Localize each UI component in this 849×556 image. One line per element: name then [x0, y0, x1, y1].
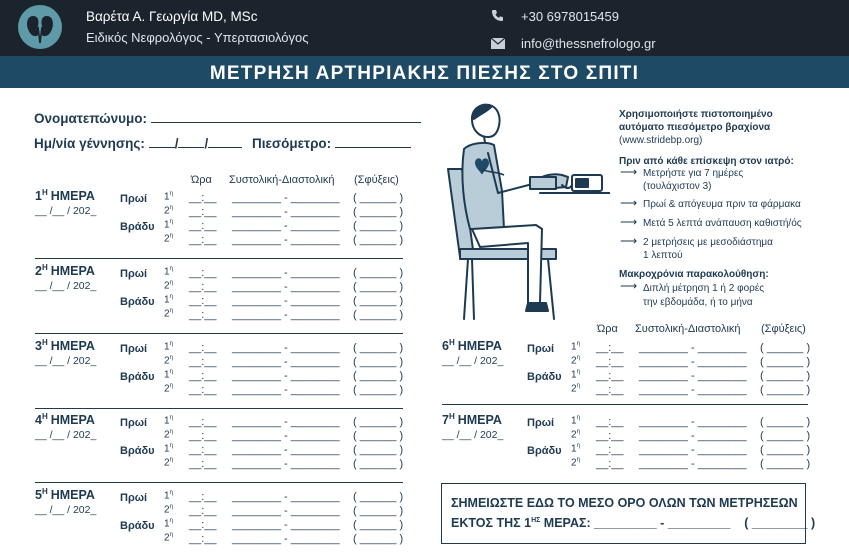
- day-word: ΗΜΕΡΑ: [457, 339, 502, 354]
- reading-number-sup: η: [169, 504, 173, 510]
- time-input[interactable]: __:__: [189, 416, 217, 428]
- time-input[interactable]: __:__: [189, 505, 217, 517]
- bp-input[interactable]: ________ - ________: [639, 356, 747, 368]
- time-input[interactable]: __:__: [189, 491, 217, 503]
- tip-one-minute: 1 λεπτού: [643, 250, 683, 261]
- tip-before-meds: Πρωί & απόγευμα πριν τα φάρμακα: [643, 199, 801, 210]
- time-input[interactable]: __:__: [596, 416, 624, 428]
- arrow-right-icon: ⟶: [620, 196, 638, 210]
- morning-label: Πρωί: [527, 417, 555, 429]
- day-date-input[interactable]: __ /__ / 202_: [35, 205, 97, 217]
- tip-7-days: Μετρήστε για 7 ημέρες: [643, 168, 744, 179]
- evening-label: Βράδυ: [120, 371, 155, 383]
- bp-input[interactable]: ________ - ________: [232, 444, 340, 456]
- bp-input[interactable]: ________ - ________: [639, 384, 747, 396]
- note-average-input[interactable]: _________ - _________ ( ________ ): [594, 516, 816, 530]
- note-line-2-start: ΕΚΤΟΣ ΤΗΣ 1: [451, 516, 532, 530]
- reading-number-digit: 2: [164, 233, 170, 245]
- pulse-input[interactable]: ( ______ ): [760, 384, 811, 396]
- reading-number-sup: η: [169, 308, 173, 314]
- day-date-input[interactable]: __ /__ / 202_: [442, 429, 504, 441]
- bp-input[interactable]: ________ - ________: [232, 206, 340, 218]
- time-input[interactable]: __:__: [596, 430, 624, 442]
- reading-number-sup: η: [576, 415, 580, 421]
- bp-input[interactable]: ________ - ________: [232, 458, 340, 470]
- bp-input[interactable]: ________ - ________: [232, 295, 340, 307]
- reading-number: [164, 369, 173, 380]
- meter-label: Πιεσόμετρο:: [252, 136, 332, 151]
- pulse-input[interactable]: ( ______ ): [353, 267, 404, 279]
- time-input[interactable]: __:__: [189, 309, 217, 321]
- reading-number-sup: η: [169, 532, 173, 538]
- day-heading-3: [35, 338, 95, 353]
- reading-number: [164, 504, 173, 515]
- day-word: ΗΜΕΡΑ: [50, 413, 95, 428]
- reading-number-digit: 1: [164, 266, 170, 278]
- dob-month-line[interactable]: [178, 134, 204, 148]
- evening-label: Βράδυ: [527, 371, 562, 383]
- bp-input[interactable]: ________ - ________: [232, 430, 340, 442]
- day-number: 1: [35, 189, 42, 204]
- time-input[interactable]: __:__: [596, 444, 624, 456]
- evening-label: Βράδυ: [120, 520, 155, 532]
- before-visit-title: Πριν από κάθε επίσκεψη στον ιατρό:: [619, 156, 794, 167]
- reading-number: [571, 415, 580, 426]
- evening-label: Βράδυ: [527, 445, 562, 457]
- day-date-input[interactable]: __ /__ / 202_: [35, 280, 97, 292]
- reading-number: [164, 233, 173, 244]
- day-word: ΗΜΕΡΑ: [50, 339, 95, 354]
- note-line-1: ΣΗΜΕΙΩΣΤΕ ΕΔΩ ΤΟ ΜΕΣΟ ΟΡΟ ΟΛΩΝ ΤΩΝ ΜΕΤΡΗΣΕΩΝ: [451, 496, 798, 510]
- reading-number-digit: 2: [164, 280, 170, 292]
- reading-number-sup: η: [576, 355, 580, 361]
- time-input[interactable]: __:__: [189, 458, 217, 470]
- time-input[interactable]: __:__: [596, 356, 624, 368]
- day-heading-7: [442, 412, 502, 427]
- bp-input[interactable]: ________ - ________: [232, 505, 340, 517]
- morning-label: Πρωί: [120, 268, 148, 280]
- kidney-logo-icon: [18, 5, 62, 49]
- time-input[interactable]: __:__: [189, 192, 217, 204]
- evening-label: Βράδυ: [120, 221, 155, 233]
- reading-number: [164, 415, 173, 426]
- reading-number-sup: η: [169, 443, 173, 449]
- pulse-input[interactable]: ( ______ ): [353, 416, 404, 428]
- bp-input[interactable]: ________ - ________: [639, 430, 747, 442]
- reading-number: [164, 294, 173, 305]
- info-link-stridebp[interactable]: (www.stridebp.org): [619, 135, 703, 146]
- envelope-icon: [491, 36, 505, 54]
- pulse-input[interactable]: ( ______ ): [353, 444, 404, 456]
- reading-number-digit: 1: [571, 415, 577, 427]
- bp-input[interactable]: ________ - ________: [639, 342, 747, 354]
- pulse-input[interactable]: ( ______ ): [353, 342, 404, 354]
- tip-weekly-monthly: την εβδομάδα, ή το μήνα: [643, 297, 753, 308]
- day-date-input[interactable]: __ /__ / 202_: [35, 504, 97, 516]
- bp-input[interactable]: ________ - ________: [232, 370, 340, 382]
- reading-number-sup: η: [169, 429, 173, 435]
- time-input[interactable]: __:__: [189, 342, 217, 354]
- reading-number-digit: 2: [164, 429, 170, 441]
- email-link[interactable]: info@thessnefrologo.gr: [521, 36, 656, 51]
- reading-number-sup: η: [169, 457, 173, 463]
- time-input[interactable]: __:__: [189, 533, 217, 545]
- reading-number: [164, 219, 173, 230]
- reading-number: [164, 429, 173, 440]
- reading-number-digit: 2: [164, 355, 170, 367]
- reading-number: [164, 518, 173, 529]
- bp-input[interactable]: ________ - ________: [232, 309, 340, 321]
- day-number: 3: [35, 339, 42, 354]
- tip-two-readings: 2 μετρήσεις με μεσοδιάστημα: [643, 237, 773, 248]
- reading-number: [164, 532, 173, 543]
- reading-number-digit: 2: [164, 457, 170, 469]
- pulse-input[interactable]: ( ______ ): [353, 206, 404, 218]
- reading-number-digit: 1: [164, 490, 170, 502]
- reading-number: [571, 443, 580, 454]
- reading-number: [164, 383, 173, 394]
- day-date-input[interactable]: __ /__ / 202_: [35, 355, 97, 367]
- day-date-input[interactable]: __ /__ / 202_: [442, 355, 504, 367]
- day-separator: [35, 333, 403, 334]
- tip-min-3: (τουλάχιστον 3): [643, 181, 712, 192]
- bp-input[interactable]: ________ - ________: [639, 370, 747, 382]
- reading-number: [164, 266, 173, 277]
- time-input[interactable]: __:__: [596, 342, 624, 354]
- reading-number: [571, 457, 580, 468]
- time-input[interactable]: __:__: [189, 234, 217, 246]
- reading-number-sup: η: [169, 219, 173, 225]
- reading-number-sup: η: [169, 294, 173, 300]
- day-number: 7: [442, 413, 449, 428]
- day-word: ΗΜΕΡΑ: [50, 264, 95, 279]
- time-input[interactable]: __:__: [189, 220, 217, 232]
- reading-number-sup: η: [169, 341, 173, 347]
- dob-year-line[interactable]: [208, 134, 242, 148]
- morning-label: Πρωί: [120, 193, 148, 205]
- dob-day-line[interactable]: [149, 134, 175, 148]
- bp-input[interactable]: ________ - ________: [232, 281, 340, 293]
- seated-measurement-illustration-icon: [444, 97, 610, 326]
- reading-number: [164, 308, 173, 319]
- morning-label: Πρωί: [527, 343, 555, 355]
- info-line-2: αυτόματο πιεσόμετρο βραχίονα: [619, 122, 771, 133]
- time-input[interactable]: __:__: [189, 370, 217, 382]
- pulse-input[interactable]: ( ______ ): [353, 533, 404, 545]
- tip-rest: Μετά 5 λεπτά ανάπαυση καθιστή/ός: [643, 218, 802, 229]
- time-input[interactable]: __:__: [189, 295, 217, 307]
- pulse-input[interactable]: ( ______ ): [760, 458, 811, 470]
- reading-number-digit: 1: [164, 219, 170, 231]
- bp-input[interactable]: ________ - ________: [639, 444, 747, 456]
- col-time-header: Ώρα: [191, 174, 212, 186]
- time-input[interactable]: __:__: [189, 281, 217, 293]
- arrow-right-icon: ⟶: [620, 165, 638, 179]
- reading-number-sup: η: [169, 383, 173, 389]
- doctor-specialty: Ειδικός Νεφρολόγος - Υπερτασιολόγος: [86, 30, 309, 45]
- reading-number: [164, 205, 173, 216]
- reading-number: [571, 369, 580, 380]
- note-line-2[interactable]: [451, 516, 815, 530]
- reading-number-sup: η: [169, 233, 173, 239]
- pulse-input[interactable]: ( ______ ): [353, 192, 404, 204]
- reading-number-digit: 1: [571, 369, 577, 381]
- day-number: 6: [442, 339, 449, 354]
- reading-number-sup: η: [169, 191, 173, 197]
- name-input-line[interactable]: [151, 109, 421, 123]
- bp-input[interactable]: ________ - ________: [232, 220, 340, 232]
- bp-input[interactable]: ________ - ________: [232, 356, 340, 368]
- day-heading-5: [35, 487, 95, 502]
- pulse-input[interactable]: ( ______ ): [353, 519, 404, 531]
- arrow-right-icon: ⟶: [620, 279, 638, 293]
- day-heading-6: [442, 338, 502, 353]
- bp-input[interactable]: ________ - ________: [232, 416, 340, 428]
- col-bp-header-right: Συστολική-Διαστολική: [635, 323, 741, 335]
- time-input[interactable]: __:__: [189, 267, 217, 279]
- reading-number: [164, 191, 173, 202]
- pulse-input[interactable]: ( ______ ): [353, 370, 404, 382]
- reading-number-digit: 2: [164, 532, 170, 544]
- pulse-input[interactable]: ( ______ ): [760, 444, 811, 456]
- average-note-box: [441, 483, 806, 544]
- reading-number-sup: η: [169, 490, 173, 496]
- bp-input[interactable]: ________ - ________: [232, 519, 340, 531]
- bp-input[interactable]: ________ - ________: [232, 342, 340, 354]
- time-input[interactable]: __:__: [596, 370, 624, 382]
- reading-number: [164, 341, 173, 352]
- reading-number-digit: 2: [571, 383, 577, 395]
- pulse-input[interactable]: ( ______ ): [760, 416, 811, 428]
- reading-number-digit: 1: [164, 191, 170, 203]
- page-title: ΜΕΤΡΗΣΗ ΑΡΤΗΡΙΑΚΗΣ ΠΙΕΣΗΣ ΣΤΟ ΣΠΙΤΙ: [0, 56, 849, 88]
- time-input[interactable]: __:__: [189, 356, 217, 368]
- pulse-input[interactable]: ( ______ ): [760, 356, 811, 368]
- day-word: ΗΜΕΡΑ: [457, 413, 502, 428]
- time-input[interactable]: __:__: [189, 444, 217, 456]
- reading-number-sup: η: [169, 415, 173, 421]
- arrow-right-icon: ⟶: [620, 215, 638, 229]
- day-number-sup: Η: [448, 412, 455, 421]
- day-heading-2: [35, 263, 95, 278]
- reading-number-digit: 1: [164, 369, 170, 381]
- reading-number-digit: 2: [164, 383, 170, 395]
- info-line-1: Χρησιμοποιήστε πιστοποιημένο: [619, 109, 773, 120]
- day-separator: [35, 258, 403, 259]
- reading-number-sup: η: [576, 369, 580, 375]
- day-number: 2: [35, 264, 42, 279]
- bp-input[interactable]: ________ - ________: [232, 384, 340, 396]
- morning-label: Πρωί: [120, 417, 148, 429]
- reading-number: [571, 383, 580, 394]
- pulse-input[interactable]: ( ______ ): [353, 234, 404, 246]
- evening-label: Βράδυ: [120, 296, 155, 308]
- pulse-input[interactable]: ( ______ ): [353, 491, 404, 503]
- pulse-input[interactable]: ( ______ ): [353, 309, 404, 321]
- pulse-input[interactable]: ( ______ ): [353, 295, 404, 307]
- bp-input[interactable]: ________ - ________: [639, 458, 747, 470]
- reading-number-sup: η: [576, 429, 580, 435]
- doctor-name: Βαρέτα Α. Γεωργία MD, MSc: [86, 9, 258, 24]
- pulse-input[interactable]: ( ______ ): [353, 505, 404, 517]
- day-word: ΗΜΕΡΑ: [50, 189, 95, 204]
- reading-number: [571, 429, 580, 440]
- tip-double-measurement: Διπλή μέτρηση 1 ή 2 φορές: [643, 283, 765, 294]
- reading-number-sup: η: [576, 341, 580, 347]
- time-input[interactable]: __:__: [189, 519, 217, 531]
- reading-number: [571, 341, 580, 352]
- bp-input[interactable]: ________ - ________: [232, 491, 340, 503]
- time-input[interactable]: __:__: [189, 206, 217, 218]
- day-separator: [35, 482, 403, 483]
- reading-number: [164, 355, 173, 366]
- pulse-input[interactable]: ( ______ ): [353, 220, 404, 232]
- note-line-2-end: ΜΕΡΑΣ:: [540, 516, 591, 530]
- reading-number-sup: η: [169, 280, 173, 286]
- day-number-sup: Η: [41, 263, 48, 272]
- reading-number-digit: 1: [571, 443, 577, 455]
- reading-number: [164, 280, 173, 291]
- time-input[interactable]: __:__: [189, 430, 217, 442]
- reading-number-sup: η: [169, 518, 173, 524]
- day-number-sup: Η: [448, 338, 455, 347]
- phone-number[interactable]: +30 6978015459: [521, 9, 619, 24]
- reading-number-sup: η: [169, 266, 173, 272]
- pulse-input[interactable]: ( ______ ): [353, 281, 404, 293]
- dob-field[interactable]: [34, 134, 411, 151]
- reading-number-sup: η: [169, 205, 173, 211]
- reading-number-digit: 2: [164, 308, 170, 320]
- day-number-sup: Η: [41, 188, 48, 197]
- reading-number-sup: η: [576, 457, 580, 463]
- day-number-sup: Η: [41, 487, 48, 496]
- day-number: 4: [35, 413, 42, 428]
- reading-number-digit: 2: [571, 429, 577, 441]
- pulse-input[interactable]: ( ______ ): [353, 356, 404, 368]
- bp-input[interactable]: ________ - ________: [232, 234, 340, 246]
- morning-label: Πρωί: [120, 343, 148, 355]
- dob-separator: /: [174, 136, 179, 151]
- morning-label: Πρωί: [120, 492, 148, 504]
- day-heading-4: [35, 412, 95, 427]
- day-number-sup: Η: [41, 412, 48, 421]
- pulse-input[interactable]: ( ______ ): [353, 384, 404, 396]
- bp-input[interactable]: ________ - ________: [232, 267, 340, 279]
- reading-number: [164, 443, 173, 454]
- reading-number-digit: 1: [164, 415, 170, 427]
- day-date-input[interactable]: __ /__ / 202_: [35, 429, 97, 441]
- col-pulse-header: (Σφύξεις): [354, 174, 399, 186]
- note-line-2-sup: ΗΣ: [531, 516, 541, 524]
- reading-number-digit: 1: [164, 341, 170, 353]
- reading-number-digit: 2: [164, 205, 170, 217]
- pulse-input[interactable]: ( ______ ): [353, 458, 404, 470]
- time-input[interactable]: __:__: [596, 458, 624, 470]
- phone-icon: [491, 9, 504, 27]
- reading-number: [164, 457, 173, 468]
- col-time-header-right: Ώρα: [597, 323, 618, 335]
- day-separator: [35, 408, 403, 409]
- reading-number-digit: 1: [571, 341, 577, 353]
- day-number: 5: [35, 488, 42, 503]
- reading-number: [571, 355, 580, 366]
- reading-number-digit: 1: [164, 294, 170, 306]
- col-bp-header: Συστολική-Διαστολική: [229, 174, 335, 186]
- pulse-input[interactable]: ( ______ ): [760, 370, 811, 382]
- time-input[interactable]: __:__: [189, 384, 217, 396]
- reading-number-digit: 1: [164, 443, 170, 455]
- dob-separator: /: [204, 136, 209, 151]
- day-number-sup: Η: [41, 338, 48, 347]
- reading-number-digit: 2: [164, 504, 170, 516]
- pulse-input[interactable]: ( ______ ): [353, 430, 404, 442]
- reading-number: [164, 490, 173, 501]
- arrow-right-icon: ⟶: [620, 234, 638, 248]
- meter-input-line[interactable]: [335, 134, 411, 148]
- day-heading-1: [35, 188, 95, 203]
- long-term-title: Μακροχρόνια παρακολούθηση:: [619, 269, 769, 280]
- time-input[interactable]: __:__: [596, 384, 624, 396]
- reading-number-digit: 2: [571, 355, 577, 367]
- name-field[interactable]: [34, 109, 421, 126]
- col-pulse-header-right: (Σφύξεις): [761, 323, 806, 335]
- evening-label: Βράδυ: [120, 445, 155, 457]
- reading-number-sup: η: [576, 383, 580, 389]
- reading-number-sup: η: [169, 355, 173, 361]
- day-separator: [442, 404, 808, 405]
- pulse-input[interactable]: ( ______ ): [760, 430, 811, 442]
- reading-number-sup: η: [169, 369, 173, 375]
- name-label: Ονοματεπώνυμο:: [34, 111, 147, 126]
- bp-input[interactable]: ________ - ________: [232, 533, 340, 545]
- reading-number-sup: η: [576, 443, 580, 449]
- day-word: ΗΜΕΡΑ: [50, 488, 95, 503]
- dob-label: Ημ/νία γέννησης:: [34, 136, 145, 151]
- bp-input[interactable]: ________ - ________: [639, 416, 747, 428]
- reading-number-digit: 1: [164, 518, 170, 530]
- reading-number-digit: 2: [571, 457, 577, 469]
- bp-input[interactable]: ________ - ________: [232, 192, 340, 204]
- pulse-input[interactable]: ( ______ ): [760, 342, 811, 354]
